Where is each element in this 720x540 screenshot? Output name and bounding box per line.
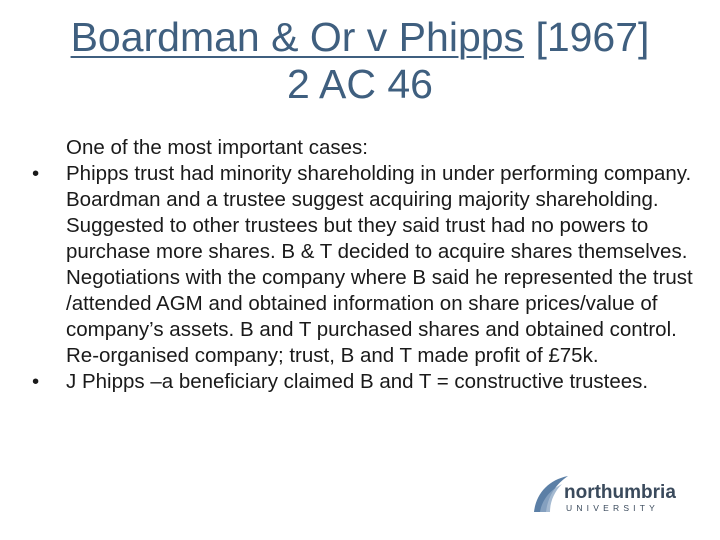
northumbria-logo <box>526 466 676 516</box>
case-name-link[interactable]: Boardman & Or v Phipps <box>70 14 525 60</box>
slide-body <box>32 135 702 395</box>
bullet-item-claim <box>32 369 702 395</box>
case-citation: 2 AC 46 <box>287 61 433 107</box>
bullet-item-facts <box>32 161 702 369</box>
bullet-text: J Phipps –a beneficiary claimed B and T = constructive trustees. <box>66 370 649 393</box>
bullet-text: Phipps trust had minority shareholding in under performing company. Boardman and a trustee suggest acquiring majority shareholding. Suggested to other trustees but they said trust had no powers to purchase more shares. B & T decided to acquire shares themselves. Negotiations with the company where B said he represented the trust /attended AGM and obtained information on share prices/value of company’s assets. B and T purchased shares and obtained control. Re-organised company; trust, B and T made profit of £75k. <box>66 162 693 367</box>
logo-name: northumbria <box>564 482 676 503</box>
title-line-1 <box>0 14 720 61</box>
logo-subtitle: UNIVERSITY <box>566 503 660 513</box>
intro-text: One of the most important cases: <box>66 136 368 159</box>
bullet-icon: • <box>32 162 40 185</box>
slide-title <box>0 14 720 108</box>
bullet-icon: • <box>32 370 40 393</box>
case-year: [1967] <box>524 14 650 60</box>
